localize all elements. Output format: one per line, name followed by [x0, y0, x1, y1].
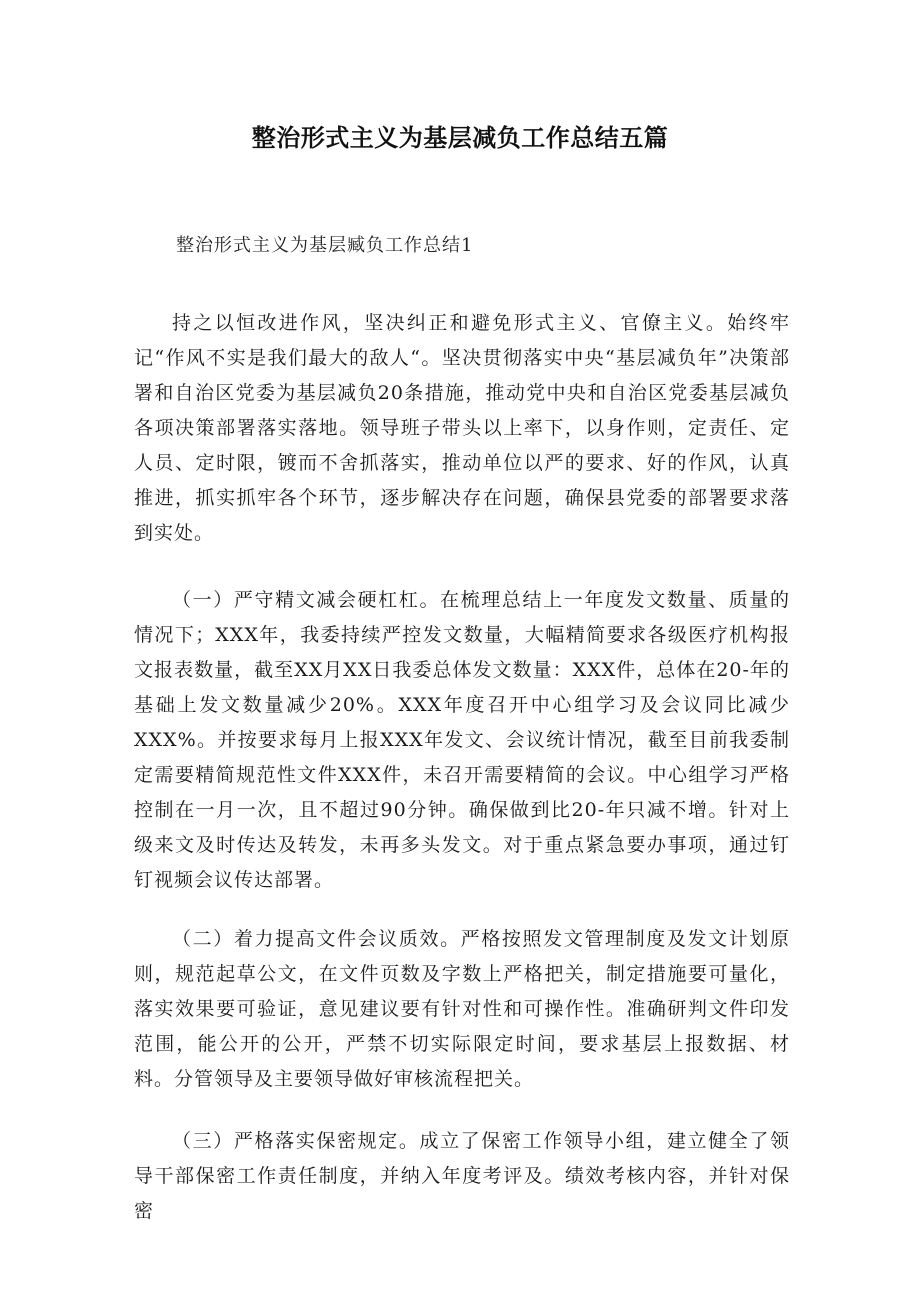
- paragraph-section-1: （一）严守精文减会硬杠杠。在梳理总结上一年度发文数量、质量的情况下；XXX年，我委持续严控发文数量，大幅精简要求各级医疗机构报文报表数量，截至XX月XX日我委总体发文数量：XXX件，总体在20-年的基础上发文数量减少20%。XXX年度召开中心组学习及会议同比减少XXX%。并按要求每月上报XXX年发文、会议统计情况，截至目前我委制定需要精简规范性文件XXX件，未召开需要精简的会议。中心组学习严格控制在一月一次，且不超过90分钟。确保做到比20-年只减不增。针对上级来文及时传达及转发，未再多头发文。对于重点紧急要办事项，通过钉钉视频会议传达部署。: [134, 589, 790, 891]
- paragraph-section-3: （三）严格落实保密规定。成立了保密工作领导小组，建立健全了领导干部保密工作责任制度，并纳入年度考评及。绩效考核内容，并针对保密: [134, 1130, 790, 1222]
- paragraph-intro: 持之以恒改进作风，坚决纠正和避免形式主义、官僚主义。始终牢记“作风不实是我们最大的敌人“。坚决贯彻落实中央“基层减负年”决策部署和自治区党委为基层减负20条措施，推动党中央和自治区党委基层减负各项决策部署落实落地。领导班子带头以上率下，以身作则，定责任、定人员、定时限，镀而不舍抓落实，推动单位以严的要求、好的作风，认真推进，抓实抓牢各个环节，逐步解决存在问题，确保县党委的部署要求落到实处。: [134, 312, 790, 544]
- paragraph-section-2: （二）着力提高文件会议质效。严格按照发文管理制度及发文计划原则，规范起草公文，在文件页数及字数上严格把关，制定措施要可量化，落实效果要可验证，意见建议要有针对性和可操作性。准确研判文件印发范围，能公开的公开，严禁不切实际限定时间，要求基层上报数据、材料。分管领导及主要领导做好审核流程把关。: [134, 928, 790, 1090]
- section-subtitle: 整治形式主义为基层臧负工作总结1: [176, 235, 474, 256]
- document-title: 整治形式主义为基层减负工作总结五篇: [251, 124, 669, 152]
